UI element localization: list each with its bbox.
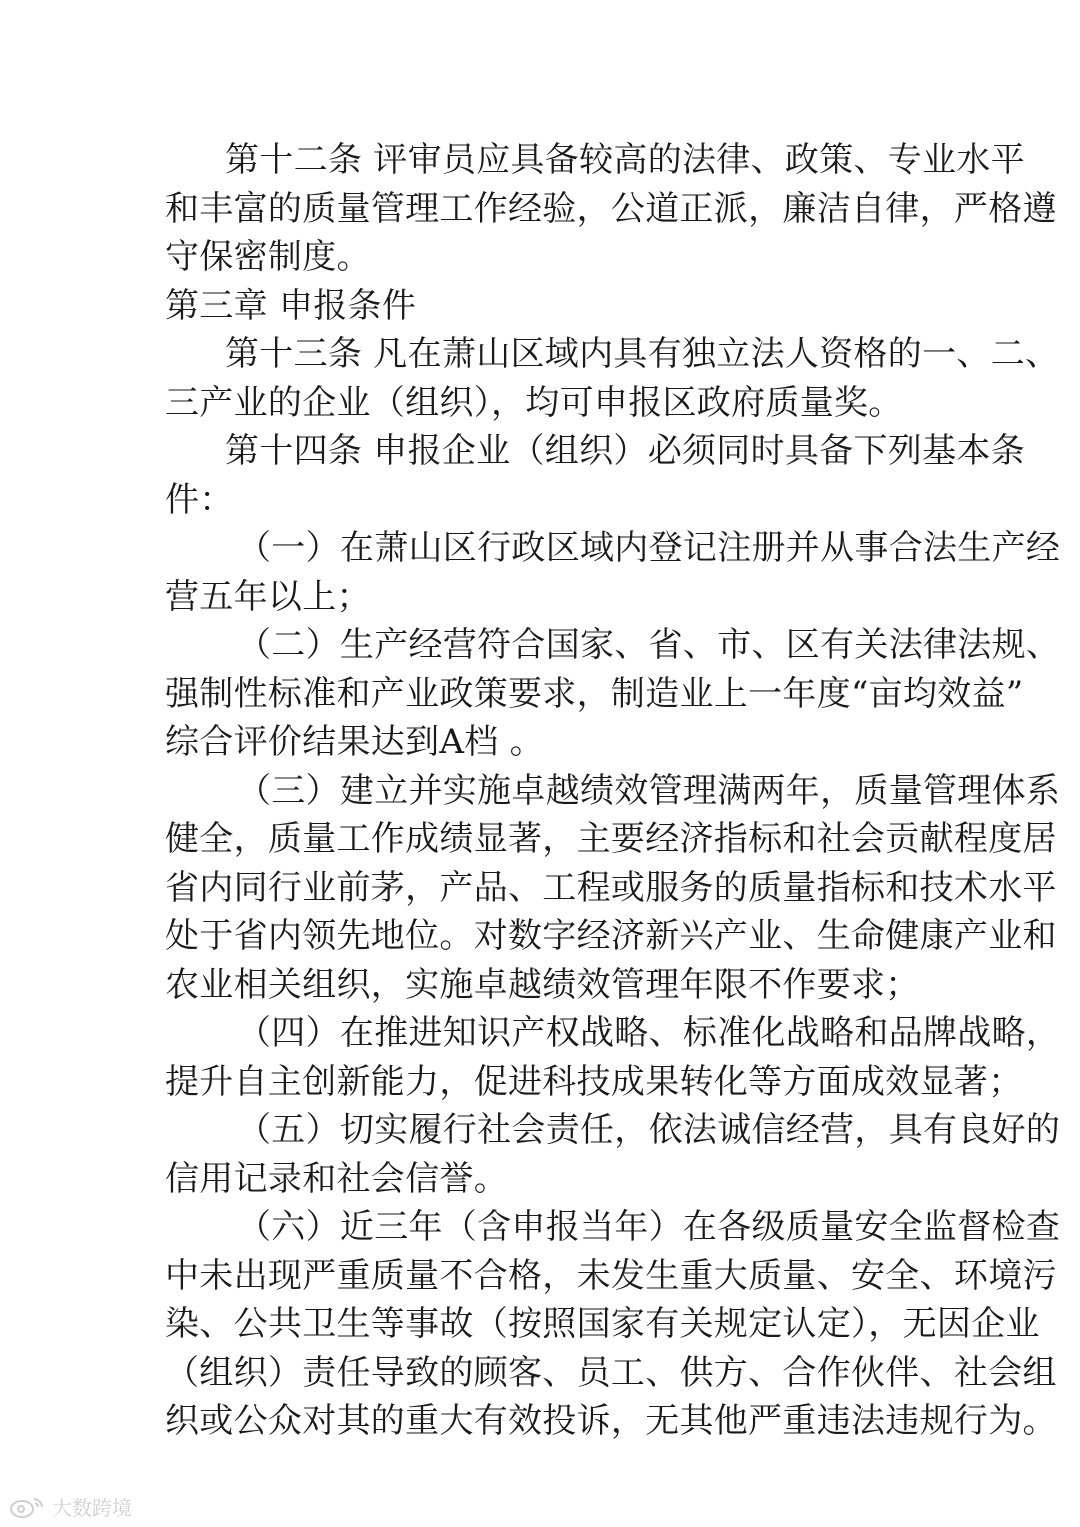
article-12-line-1: 第十二条 评审员应具备较高的法律、政策、专业水平 <box>225 140 1026 180</box>
document-body <box>165 136 1061 1446</box>
item-3-line-4: 处于省内领先地位。对数字经济新兴产业、生命健康产业和 <box>165 916 1057 956</box>
article-14-line-2: 件： <box>165 479 234 520</box>
item-3-line-1: （三）建立并实施卓越绩效管理满两年，质量管理体系 <box>237 770 1061 811</box>
item-5-line-2: 信用记录和社会信誉。 <box>165 1158 508 1199</box>
chapter-3-heading: 第三章 申报条件 <box>165 285 417 326</box>
item-2-line-1: （二）生产经营符合国家、省、市、区有关法律法规、 <box>237 625 1061 665</box>
article-14-line-1: 第十四条 申报企业（组织）必须同时具备下列基本条 <box>225 431 1026 471</box>
item-6-line-4: （组织）责任导致的顾客、员工、供方、合作伙伴、社会组 <box>165 1352 1057 1393</box>
item-2-line-2: 强制性标准和产业政策要求，制造业上一年度“亩均效益” <box>165 673 1024 714</box>
item-4-line-1: （四）在推进知识产权战略、标准化战略和品牌战略， <box>237 1013 1061 1053</box>
weibo-logo-icon <box>8 1495 48 1519</box>
watermark-text: 大数跨境 <box>52 1496 132 1520</box>
article-13-line-2: 三产业的企业（组织），均可申报区政府质量奖。 <box>165 382 903 423</box>
item-3-line-2: 健全，质量工作成绩显著，主要经济指标和社会贡献程度居 <box>165 819 1057 859</box>
item-4-line-2: 提升自主创新能力，促进科技成果转化等方面成效显著； <box>165 1061 1023 1102</box>
item-6-line-3: 染、公共卫生等事故（按照国家有关规定认定），无因企业 <box>165 1304 1040 1344</box>
watermark <box>8 1492 132 1521</box>
item-2-line-3: 综合评价结果达到A档 。 <box>165 722 544 762</box>
item-1-line-2: 营五年以上； <box>165 576 371 617</box>
item-3-line-3: 省内同行业前茅，产品、工程或服务的质量指标和技术水平 <box>165 867 1057 908</box>
item-3-line-5: 农业相关组织，实施卓越绩效管理年限不作要求； <box>165 964 920 1005</box>
item-6-line-5: 织或公众对其的重大有效投诉，无其他严重违法违规行为。 <box>165 1401 1057 1441</box>
item-1-line-1: （一）在萧山区行政区域内登记注册并从事合法生产经 <box>237 528 1061 568</box>
item-6-line-1: （六）近三年（含申报当年）在各级质量安全监督检查 <box>237 1207 1061 1247</box>
item-6-line-2: 中未出现严重质量不合格，未发生重大质量、安全、环境污 <box>165 1255 1057 1296</box>
article-12-line-3: 守保密制度。 <box>165 237 371 277</box>
article-13-line-1: 第十三条 凡在萧山区域内具有独立法人资格的一、二、 <box>225 334 1060 374</box>
item-5-line-1: （五）切实履行社会责任，依法诚信经营，具有良好的 <box>237 1110 1061 1150</box>
article-12-line-2: 和丰富的质量管理工作经验，公道正派，廉洁自律，严格遵 <box>165 188 1057 229</box>
